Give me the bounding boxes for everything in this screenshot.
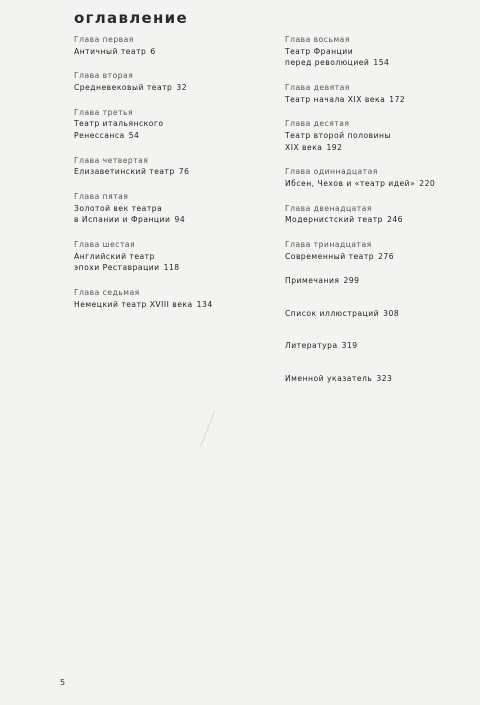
toc-entry[interactable] xyxy=(285,166,480,189)
chapter-title: XIX века xyxy=(285,142,323,152)
page-ref: 220 xyxy=(419,178,436,188)
chapter-title: Театр начала XIX века xyxy=(285,94,386,104)
chapter-number: Глава десятая xyxy=(285,119,350,129)
paper-mark xyxy=(200,411,215,447)
page-ref: 192 xyxy=(326,142,343,152)
chapter-title: Театр Франции xyxy=(285,46,354,56)
toc-entry[interactable] xyxy=(285,118,480,153)
appendix-title: Именной указатель xyxy=(285,373,373,383)
page-ref: 323 xyxy=(376,373,393,383)
chapter-title: Золотой век театра xyxy=(74,203,163,213)
chapter-title-line xyxy=(74,166,274,178)
chapter-title-line xyxy=(74,214,274,226)
chapter-title-line xyxy=(285,142,480,154)
chapter-title: Ренессанса xyxy=(74,130,125,140)
chapter-title-line xyxy=(74,262,274,274)
toc-left-column xyxy=(74,34,274,323)
toc-right-column xyxy=(285,34,480,405)
chapter-title: перед революцией xyxy=(285,58,370,68)
page-ref: 118 xyxy=(163,263,180,273)
chapter-title: Средневековый театр xyxy=(74,82,173,92)
page-title: оглавление xyxy=(74,9,188,27)
chapter-title: Античный театр xyxy=(74,46,147,56)
chapter-title-line xyxy=(285,178,480,190)
page-ref: 276 xyxy=(378,251,395,261)
chapter-title: Ибсен, Чехов и «театр идей» xyxy=(285,178,416,188)
chapter-title-line xyxy=(285,57,480,69)
chapter-number: Глава двенадцатая xyxy=(285,203,372,213)
chapter-title: Елизаветинский театр xyxy=(74,167,175,177)
toc-entry[interactable] xyxy=(285,34,480,69)
chapter-title: эпохи Реставрации xyxy=(74,263,160,273)
toc-entry[interactable] xyxy=(74,239,274,274)
appendix-title: Литература xyxy=(285,341,338,351)
chapter-number: Глава вторая xyxy=(74,71,134,81)
page-ref: 134 xyxy=(196,299,213,309)
appendix-entry[interactable] xyxy=(285,340,480,352)
chapter-number: Глава пятая xyxy=(74,192,129,202)
toc-entry[interactable] xyxy=(285,82,480,105)
page-ref: 319 xyxy=(341,341,358,351)
page-ref: 246 xyxy=(386,215,403,225)
toc-entry[interactable] xyxy=(74,191,274,226)
chapter-title: Немецкий театр XVIII века xyxy=(74,299,193,309)
chapter-number: Глава тринадцатая xyxy=(285,240,372,250)
chapter-title: Театр второй половины xyxy=(285,130,391,140)
page-number: 5 xyxy=(60,678,66,687)
chapter-title-line xyxy=(74,130,274,142)
appendix-title: Примечания xyxy=(285,276,340,286)
toc-entry[interactable] xyxy=(74,34,274,57)
page-ref: 94 xyxy=(174,215,186,225)
appendix-entry[interactable] xyxy=(285,373,480,385)
chapter-number: Глава третья xyxy=(74,107,134,117)
toc-entry[interactable] xyxy=(74,287,274,310)
toc-entry[interactable] xyxy=(285,203,480,226)
page-ref: 308 xyxy=(383,308,400,318)
toc-entry[interactable] xyxy=(74,107,274,142)
toc-entry[interactable] xyxy=(74,155,274,178)
page-ref: 32 xyxy=(176,82,188,92)
chapter-number: Глава седьмая xyxy=(74,288,140,298)
page-ref: 6 xyxy=(150,46,156,56)
toc-entry[interactable] xyxy=(285,239,480,262)
page-ref: 54 xyxy=(128,130,140,140)
appendix-title: Список иллюстраций xyxy=(285,308,380,318)
chapter-title: Театр итальянского xyxy=(74,119,164,129)
page-ref: 76 xyxy=(178,167,190,177)
appendix-entry[interactable] xyxy=(285,308,480,320)
chapter-number: Глава четвертая xyxy=(74,155,149,165)
page-ref: 154 xyxy=(373,58,390,68)
chapter-title-line xyxy=(285,94,480,106)
chapter-title: в Испании и Франции xyxy=(74,215,171,225)
chapter-number: Глава девятая xyxy=(285,82,350,92)
chapter-number: Глава первая xyxy=(74,35,134,44)
chapter-title: Английский театр xyxy=(74,251,155,261)
chapter-title-line xyxy=(74,82,274,94)
chapter-title-line xyxy=(74,46,274,58)
chapter-number: Глава восьмая xyxy=(285,35,350,44)
chapter-title-line xyxy=(74,299,274,311)
chapter-title-line xyxy=(285,214,480,226)
chapter-title: Современный театр xyxy=(285,251,375,261)
toc-entry[interactable] xyxy=(74,70,274,93)
page-ref: 172 xyxy=(389,94,406,104)
chapter-number: Глава шестая xyxy=(74,240,136,250)
chapter-number: Глава одиннадцатая xyxy=(285,167,378,177)
page-ref: 299 xyxy=(343,276,360,286)
chapter-title-line xyxy=(285,251,480,263)
appendix-entry[interactable] xyxy=(285,275,480,287)
chapter-title: Модернистский театр xyxy=(285,215,383,225)
